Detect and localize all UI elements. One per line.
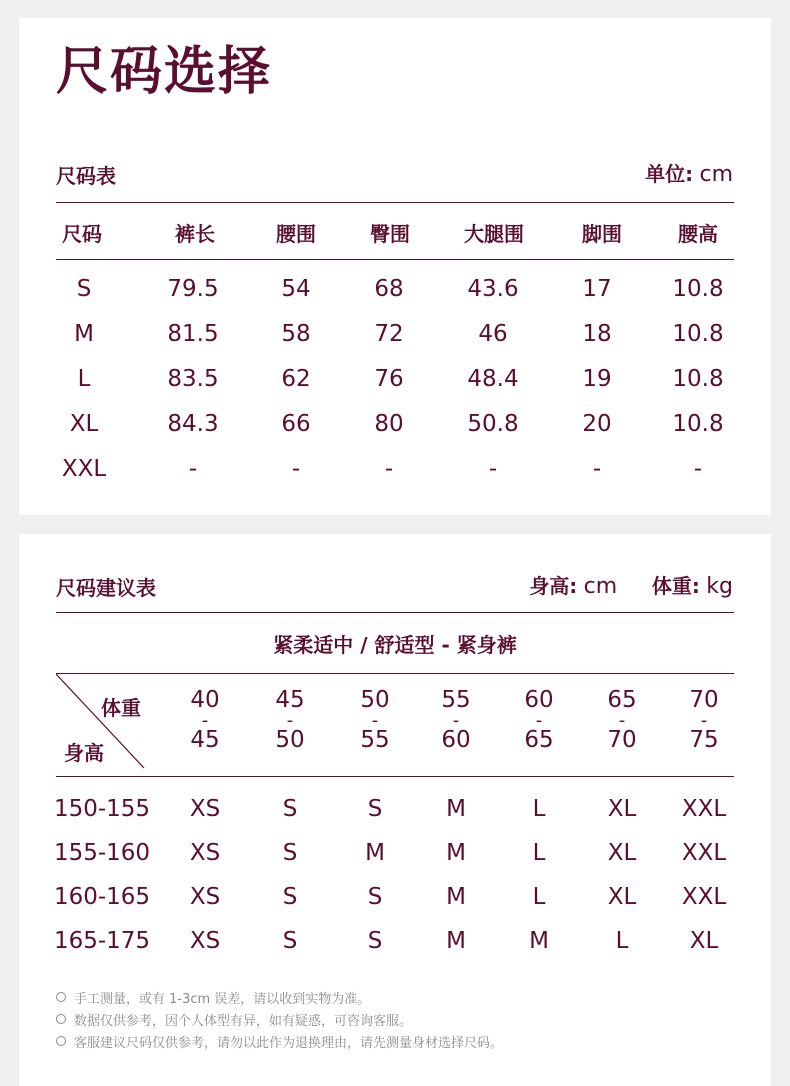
table-cell: XL <box>69 410 99 437</box>
note-text: 手工测量，或有 1-3cm 误差，请以收到实物为准。 <box>74 991 371 1007</box>
table-cell: S <box>282 927 298 954</box>
note-text: 数据仅供参考，因个人体型有异，如有疑惑，可咨询客服。 <box>74 1013 413 1029</box>
table-cell: 83.5 <box>167 365 219 392</box>
table-cell: L <box>77 365 91 392</box>
table-cell: 43.6 <box>467 275 519 302</box>
weight-unit: kg <box>706 574 733 599</box>
divider <box>56 259 734 260</box>
weight-range <box>607 689 636 752</box>
range-dash: - <box>201 710 209 731</box>
table-cell: S <box>367 795 383 822</box>
weight-range <box>524 689 553 752</box>
header-cell: 臀围 <box>370 222 410 246</box>
note-item <box>56 1008 503 1030</box>
height-unit-label: 身高: <box>529 574 578 598</box>
table-cell: 62 <box>281 365 311 392</box>
table-row <box>53 830 734 875</box>
table-row <box>56 311 734 356</box>
weight-from: 40 <box>190 687 220 713</box>
table-cell: 76 <box>374 365 404 392</box>
table-cell: S <box>76 275 92 302</box>
table-cell: XS <box>189 927 221 954</box>
table-cell: 17 <box>582 275 612 302</box>
weight-range <box>441 689 470 752</box>
table-cell: 79.5 <box>167 275 219 302</box>
corner-height-label: 身高 <box>64 741 104 765</box>
suggest-table-units <box>529 570 733 599</box>
circle-bullet-icon <box>56 1014 66 1024</box>
table-row <box>53 918 734 963</box>
weight-from: 70 <box>689 687 719 713</box>
size-table-card <box>19 18 771 515</box>
divider <box>56 202 734 203</box>
table-cell: - <box>291 455 301 482</box>
height-range-cell: 160-165 <box>53 883 151 910</box>
height-range-cell: 150-155 <box>53 795 151 822</box>
size-table-header-row <box>56 210 734 255</box>
table-cell: 84.3 <box>167 410 219 437</box>
range-dash: - <box>618 710 626 731</box>
range-dash: - <box>452 710 460 731</box>
header-cell: 脚围 <box>582 222 622 246</box>
table-cell: 10.8 <box>672 320 724 347</box>
table-cell: XS <box>189 883 221 910</box>
circle-bullet-icon <box>56 992 66 1002</box>
note-text: 客服建议尺码仅供参考，请勿以此作为退换理由，请先测量身材选择尺码。 <box>74 1035 504 1051</box>
weight-range <box>360 689 389 752</box>
header-cell: 尺码 <box>62 222 102 246</box>
header-cell: 大腿围 <box>464 222 524 246</box>
table-cell: L <box>532 883 546 910</box>
notes <box>56 986 503 1052</box>
table-cell: 48.4 <box>467 365 519 392</box>
table-cell: 66 <box>281 410 311 437</box>
table-cell: XS <box>189 795 221 822</box>
circle-bullet-icon <box>56 1036 66 1046</box>
table-cell: L <box>532 839 546 866</box>
table-cell: M <box>446 795 466 822</box>
weight-to: 60 <box>441 727 471 754</box>
size-table-title: 尺码表 <box>56 164 116 188</box>
weight-unit-label: 体重: <box>651 574 700 598</box>
suggest-table-title: 尺码建议表 <box>56 576 156 600</box>
table-cell: M <box>365 839 385 866</box>
table-cell: M <box>74 320 94 347</box>
table-cell: S <box>367 883 383 910</box>
table-cell: M <box>529 927 549 954</box>
note-item <box>56 1030 503 1052</box>
table-cell: L <box>532 795 546 822</box>
table-cell: M <box>446 883 466 910</box>
table-row <box>56 356 734 401</box>
table-row <box>53 786 734 831</box>
table-row <box>56 266 734 311</box>
table-cell: S <box>282 839 298 866</box>
page-title: 尺码选择 <box>56 42 273 102</box>
weight-to: 65 <box>524 727 554 754</box>
table-cell: XL <box>689 927 719 954</box>
table-cell: 46 <box>478 320 508 347</box>
weight-to: 75 <box>689 727 719 754</box>
table-cell: M <box>446 927 466 954</box>
table-cell: - <box>488 455 498 482</box>
table-cell: 10.8 <box>672 410 724 437</box>
weight-range <box>275 689 304 752</box>
weight-from: 45 <box>275 687 305 713</box>
table-row <box>56 401 734 446</box>
table-cell: XXL <box>61 455 107 482</box>
weight-from: 65 <box>607 687 637 713</box>
table-cell: 81.5 <box>167 320 219 347</box>
table-cell: L <box>615 927 629 954</box>
height-unit: cm <box>583 574 618 599</box>
header-cell: 腰高 <box>678 222 718 246</box>
header-cell: 腰围 <box>276 222 316 246</box>
unit-label: 单位: <box>645 162 694 186</box>
table-cell: XXL <box>681 883 727 910</box>
weight-from: 60 <box>524 687 554 713</box>
table-cell: 20 <box>582 410 612 437</box>
corner-weight-label: 体重 <box>101 696 141 720</box>
divider <box>56 776 734 777</box>
table-cell: 10.8 <box>672 365 724 392</box>
table-cell: 58 <box>281 320 311 347</box>
range-dash: - <box>286 710 294 731</box>
range-dash: - <box>371 710 379 731</box>
weight-range <box>689 689 718 752</box>
table-cell: S <box>367 927 383 954</box>
unit-value: cm <box>699 162 733 187</box>
weight-from: 50 <box>360 687 390 713</box>
table-cell: XXL <box>681 795 727 822</box>
table-cell: 10.8 <box>672 275 724 302</box>
table-cell: 68 <box>374 275 404 302</box>
table-cell: M <box>446 839 466 866</box>
height-range-cell: 155-160 <box>53 839 151 866</box>
table-row <box>53 874 734 919</box>
range-dash: - <box>700 710 708 731</box>
weight-range <box>190 689 219 752</box>
table-cell: - <box>384 455 394 482</box>
table-cell: 72 <box>374 320 404 347</box>
table-cell: 50.8 <box>467 410 519 437</box>
table-cell: XL <box>607 883 637 910</box>
size-suggestion-card <box>19 534 771 1086</box>
table-cell: XL <box>607 795 637 822</box>
divider <box>56 612 734 613</box>
divider <box>56 673 734 674</box>
weight-to: 55 <box>360 727 390 754</box>
table-cell: - <box>693 455 703 482</box>
note-item <box>56 986 503 1008</box>
table-cell: 18 <box>582 320 612 347</box>
table-cell: XS <box>189 839 221 866</box>
suggest-subtitle: 紧柔适中 / 舒适型 - 紧身裤 <box>273 632 517 657</box>
weight-to: 50 <box>275 727 305 754</box>
table-cell: S <box>282 795 298 822</box>
height-range-cell: 165-175 <box>53 927 151 954</box>
table-cell: S <box>282 883 298 910</box>
table-cell: 54 <box>281 275 311 302</box>
table-cell: - <box>592 455 602 482</box>
weight-from: 55 <box>441 687 471 713</box>
range-dash: - <box>535 710 543 731</box>
table-cell: - <box>188 455 198 482</box>
table-row <box>56 446 734 491</box>
weight-to: 45 <box>190 727 220 754</box>
table-cell: XL <box>607 839 637 866</box>
table-cell: 19 <box>582 365 612 392</box>
header-cell: 裤长 <box>175 222 215 246</box>
size-table-unit <box>645 158 733 187</box>
weight-to: 70 <box>607 727 637 754</box>
table-cell: 80 <box>374 410 404 437</box>
table-cell: XXL <box>681 839 727 866</box>
